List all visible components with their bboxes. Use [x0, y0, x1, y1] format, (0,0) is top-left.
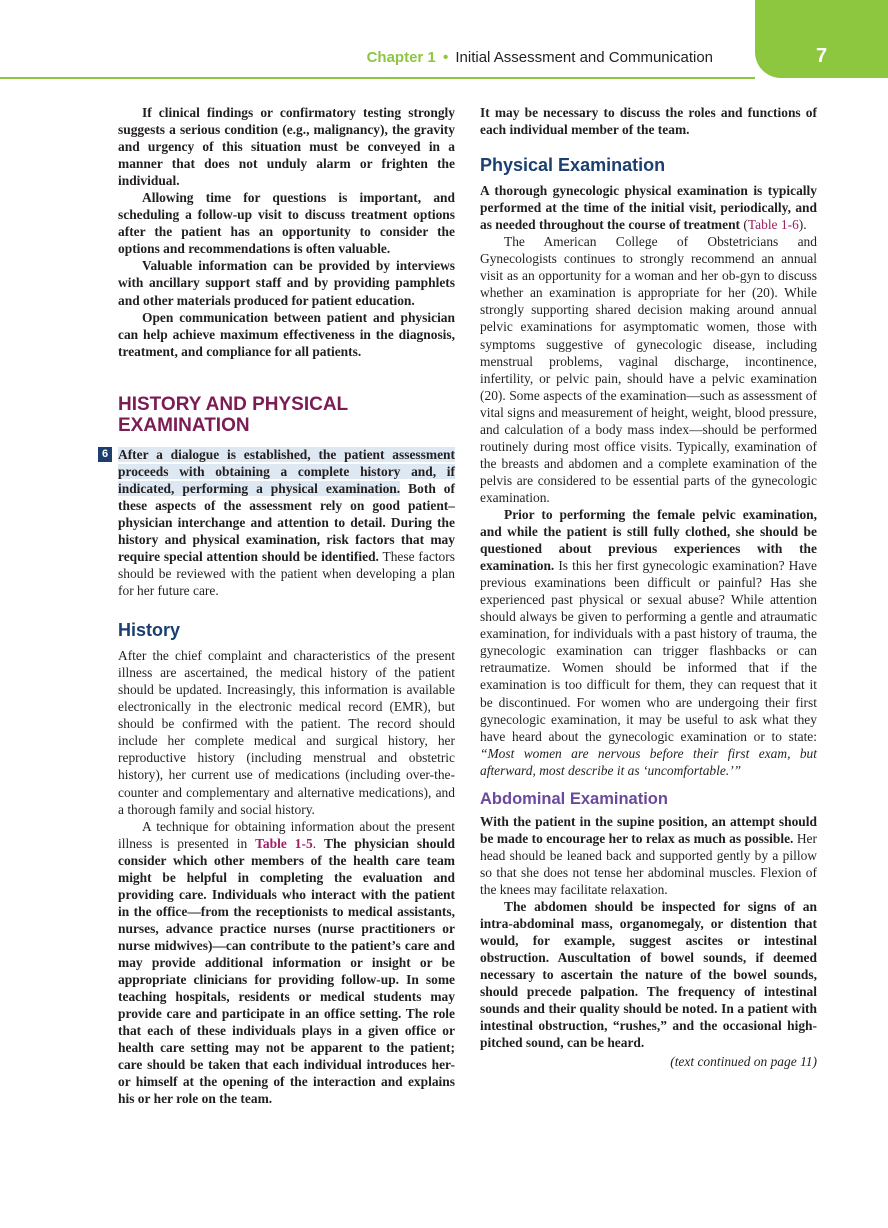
bold-text: Prior to performing the female pelvic examination, and while the patient is still fully clothed, she should be questioned about previous experiences with the examination. [480, 506, 817, 574]
bold-text: The physician should consider which other members of the health care team might be helpful in completing the evaluation and providing care. Individuals who interact with the patient in the office—from the receptionists to medical assistants, nurses, advance practice nurses (nurse practitioners or nurse midwives)—can contribute to the patient’s care and may provide additional information or insight or be appropriate clinicians for providing follow-up. In some teaching hospitals, residents or medical students may provide care and participate in an office setting. The role that each of these individuals plays in a given office or health care setting may not be apparent to the patient; care should be taken that each individual introduces her- or himself at the opening of the interaction and explains his or her role on the team. [118, 835, 456, 1107]
plain-text: . [312, 835, 325, 851]
plain-text: Is this her first gynecologic examination? Have previous examinations been difficult or painful? Has she experienced past physical or sexual abuse? While attention should always be given to performing a gentle and atraumatic examination, for individuals with a past history of trauma, the gynecologic examination can trigger flashbacks or can retraumatize. Women should be informed that if the examination is too difficult for them, they can request that it be discontinued. For women who are undergoing their first gynecologic examination, it may be useful to ask what they have heard about the gynecologic examination or to state: [480, 558, 817, 744]
paragraph: The abdomen should be inspected for signs of an intra-abdominal mass, organomegaly, or distention that would, for example, suggest ascites or intestinal obstruction. Auscultation of bowel sounds, if deemed necessary to ascertain the nature of the bowel sounds, should precede palpation. The frequency of intestinal sounds and their quality should be noted. In a patient with intestinal obstruction, “rushes,” and the occasional high-pitched sound, can be heard. [480, 898, 817, 1051]
plain-text: These factors should be reviewed with the patient when developing a plan for her future care. [118, 548, 455, 599]
key-point-number-marker: 6 [98, 447, 112, 462]
highlighted-text: After a dialogue is established, the patient assessment proceeds with obtaining a complete history and, if indicated, performing a physical examination. [118, 446, 455, 496]
paragraph: Valuable information can be provided by interviews with ancillary support staff and by providing pamphlets and other materials produced for patient education. [118, 258, 455, 308]
plain-text: ( [740, 217, 748, 233]
paragraph [480, 813, 817, 898]
paragraph: Allowing time for questions is important, and scheduling a follow-up visit to discuss treatment options after the patient has an opportunity to consider the options and recommendations is often valuable. [118, 190, 455, 257]
running-head [367, 49, 713, 66]
bullet-separator: • [442, 49, 449, 66]
paragraph [480, 506, 817, 779]
italic-quote: “Most women are nervous before their first exam, but afterward, most describe it as ‘uncomfortable.’” [480, 745, 817, 778]
subsection-heading-abdominal-examination: Abdominal Examination [480, 789, 668, 808]
paragraph [480, 182, 817, 233]
bold-text: Both of these aspects of the assessment rely on good patient–physician interchange and attention to detail. During the history and physical examination, risk factors that may require special attention should be identified. [118, 480, 456, 564]
table-reference-link[interactable]: Table 1-5 [255, 835, 313, 851]
paragraph-key-point [101, 446, 456, 599]
chapter-title: Initial Assessment and Communication [455, 49, 713, 66]
bold-text: A thorough gynecologic physical examination is typically performed at the time of the initial visit, periodically, and as needed throughout the course of treatment [480, 183, 817, 233]
table-reference-link[interactable]: Table 1-6 [747, 217, 799, 233]
paragraph: The American College of Obstetricians and Gynecologists continues to strongly recommend an annual visit as an opportunity for a woman and her ob-gyn to discuss whether an examination is appropriate for her (20). While strongly supporting shared decision making around annual pelvic examinations for asymptomatic women, those with symptoms suggestive of gynecologic disease, including menstrual problems, vaginal discharge, incontinence, infertility, or pelvic pain, should have a pelvic examination (20). Some aspects of the examination—such as assessment of vital signs and measurement of height, weight, blood pressure, and calculation of a body mass index—should be performed routinely during most office visits. Typically, examination of the breasts and abdomen and a complete examination of the pelvis are considered to be essential parts of the gynecologic examination. [480, 234, 817, 505]
plain-text: A technique for obtaining information about the present illness is presented in [118, 818, 455, 851]
plain-text: ). [798, 217, 807, 233]
page-number-tab [755, 0, 888, 78]
paragraph: It may be necessary to discuss the roles and functions of each individual member of the team. [480, 105, 817, 138]
paragraph: After the chief complaint and characteristics of the present illness are ascertained, the medical history of the patient should be updated. Increasingly, this information is available electronically in the electronic medical record (EMR), but should be confirmed with the patient. The record should include her complete medical and surgical history, her reproductive history (including menstrual and obstetric history), her current use of medications (including over-the-counter and complementary and alternative medications), and a thorough family and social history. [118, 648, 455, 817]
right-column [480, 104, 817, 1070]
paragraph [118, 818, 455, 1108]
left-column [101, 104, 456, 1107]
paragraph: Open communication between patient and physician can help achieve maximum effectiveness in the diagnosis, treatment, and compliance for all patients. [118, 309, 455, 359]
section-heading-physical-examination: Physical Examination [480, 155, 666, 176]
page-header [0, 0, 888, 80]
chapter-label: Chapter 1 [366, 49, 436, 66]
plain-text: Her head should be leaned back and supported gently by a pillow so that she does not tense her abdominal muscles. Flexion of the knees may facilitate relaxation. [480, 830, 817, 897]
continuation-note: (text continued on page 11) [670, 1054, 817, 1070]
bold-text: With the patient in the supine position, an attempt should be made to encourage her to relax as much as possible. [480, 813, 817, 846]
section-heading-history: History [118, 620, 181, 641]
page-number: 7 [815, 45, 828, 67]
section-heading-history-and-physical: HISTORY AND PHYSICAL EXAMINATION [118, 393, 348, 436]
header-rule [0, 77, 755, 79]
paragraph: If clinical findings or confirmatory testing strongly suggests a serious condition (e.g., malignancy), the gravity and urgency of this situation must be conveyed in a manner that does not unduly alarm or frighten the individual. [118, 105, 455, 189]
